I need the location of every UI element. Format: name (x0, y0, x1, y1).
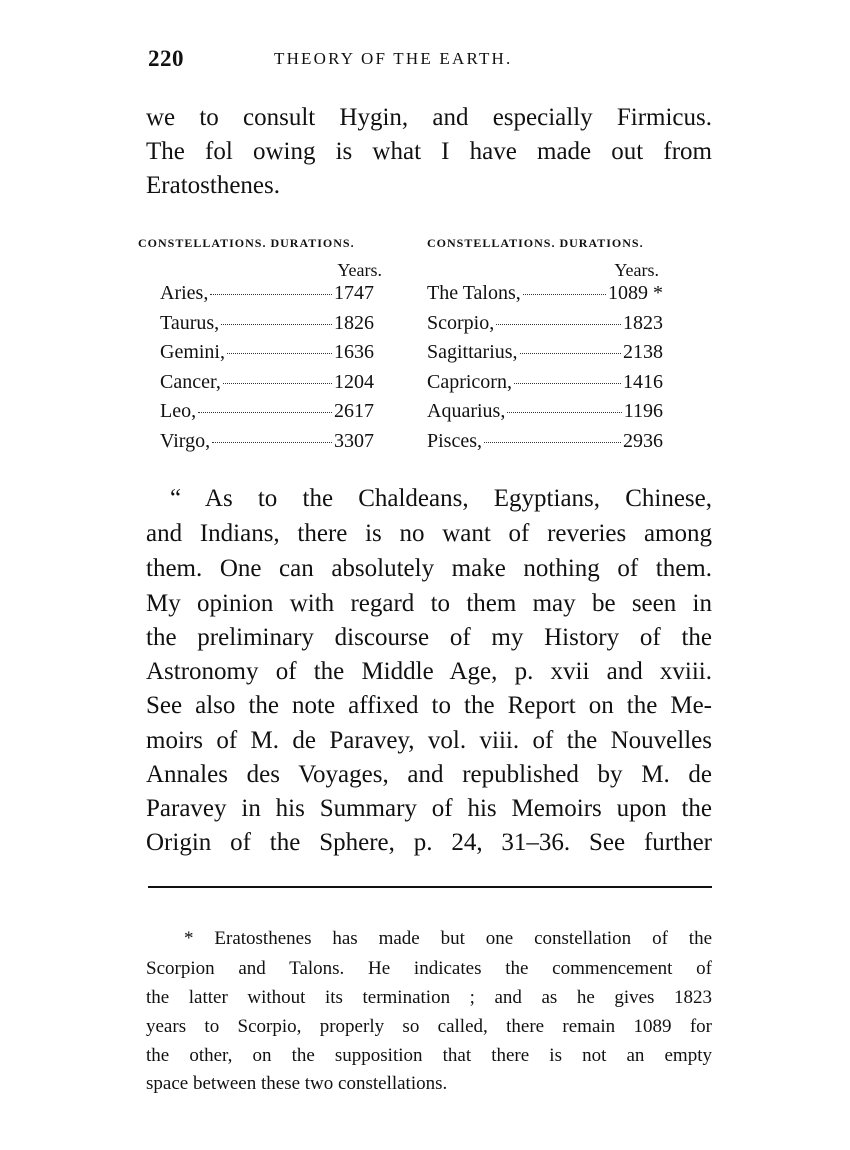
dotted-leader (496, 323, 621, 325)
footnote-line: the other, on the supposition that there is not an empty (146, 1045, 712, 1066)
quote-line: the preliminary discourse of my History of the (146, 624, 712, 651)
table-row (427, 400, 663, 430)
quote-line: Astronomy of the Middle Age, p. xvii and xviii. (146, 658, 712, 685)
intro-line: Eratosthenes. (146, 172, 280, 199)
duration-value: 2138 (623, 341, 663, 363)
constellation-name: Capricorn, (427, 370, 512, 393)
table-row (160, 341, 374, 371)
duration-value: 1747 (334, 282, 374, 304)
page-number: 220 (148, 46, 184, 71)
dotted-leader (507, 411, 621, 413)
table-row (160, 371, 374, 401)
duration-value: 3307 (334, 429, 374, 452)
table-row (160, 282, 374, 312)
dotted-leader (514, 382, 621, 384)
table-row (427, 371, 663, 401)
constellation-name: Aquarius, (427, 400, 506, 422)
duration-value: 2617 (334, 400, 374, 422)
constellation-name: Cancer, (160, 370, 221, 393)
duration-value: 1089 * (608, 282, 663, 304)
duration-value: 1196 (623, 400, 663, 422)
constellation-name: Leo, (160, 400, 197, 422)
duration-value: 1416 (623, 370, 663, 393)
quote-line: Origin of the Sphere, p. 24, 31–36. See further (146, 829, 712, 856)
constellation-name: Gemini, (160, 341, 225, 363)
years-unit-label: Years. (614, 260, 659, 280)
table-row (160, 400, 374, 430)
table-column-header: CONSTELLATIONS. DURATIONS. (427, 236, 644, 250)
quote-line: See also the note affixed to the Report on the Me- (146, 692, 712, 719)
table-row (427, 341, 663, 371)
intro-line: we to consult Hygin, and especially Firmicus. (146, 104, 712, 131)
quote-line: them. One can absolutely make nothing of them. (146, 555, 712, 582)
table-row (427, 282, 663, 312)
table-row (427, 430, 663, 460)
years-unit-label: Years. (337, 260, 382, 280)
dotted-leader (210, 293, 332, 295)
footnote-line: Scorpion and Talons. He indicates the commencement of (146, 958, 712, 979)
constellation-name: Pisces, (427, 429, 482, 452)
quote-line: moirs of M. de Paravey, vol. viii. of the Nouvelles (146, 727, 712, 754)
quote-line: My opinion with regard to them may be seen in (146, 590, 712, 617)
table-row (427, 312, 663, 342)
dotted-leader (223, 382, 332, 384)
dotted-leader (484, 441, 621, 443)
dotted-leader (523, 293, 606, 295)
running-title: THEORY OF THE EARTH. (274, 49, 513, 68)
quote-line: Paravey in his Summary of his Memoirs upon the (146, 795, 712, 822)
footnote-line: the latter without its termination ; and as he gives 1823 (146, 987, 712, 1008)
footnote-line: space between these two constellations. (146, 1073, 448, 1094)
dotted-leader (520, 352, 621, 354)
duration-value: 1826 (334, 311, 374, 334)
intro-line: The fol owing is what I have made out from (146, 138, 712, 165)
footnote-rule (148, 886, 712, 888)
duration-value: 2936 (623, 429, 663, 452)
dotted-leader (212, 441, 332, 443)
table-row (160, 430, 374, 460)
footnote-line: * Eratosthenes has made but one constellation of the (184, 928, 712, 949)
quote-line: and Indians, there is no want of reveries among (146, 520, 712, 547)
table-row (160, 312, 374, 342)
quote-line: Annales des Voyages, and republished by M. de (146, 761, 712, 788)
dotted-leader (227, 352, 332, 354)
constellation-table-right (427, 236, 699, 459)
constellation-name: Taurus, (160, 311, 220, 334)
running-header (148, 46, 712, 76)
constellation-name: Scorpio, (427, 311, 495, 334)
constellation-name: Aries, (160, 282, 209, 304)
duration-value: 1823 (623, 311, 663, 334)
duration-value: 1204 (334, 370, 374, 393)
constellation-table-left (138, 236, 392, 459)
constellation-name: Sagittarius, (427, 341, 518, 363)
duration-value: 1636 (334, 341, 374, 363)
constellation-name: Virgo, (160, 429, 211, 452)
footnote-line: years to Scorpio, properly so called, there remain 1089 for (146, 1016, 712, 1037)
quote-line: “ As to the Chaldeans, Egyptians, Chinese, (170, 485, 712, 512)
dotted-leader (221, 323, 332, 325)
dotted-leader (198, 411, 332, 413)
table-column-header: CONSTELLATIONS. DURATIONS. (138, 236, 355, 250)
constellation-name: The Talons, (427, 282, 521, 304)
